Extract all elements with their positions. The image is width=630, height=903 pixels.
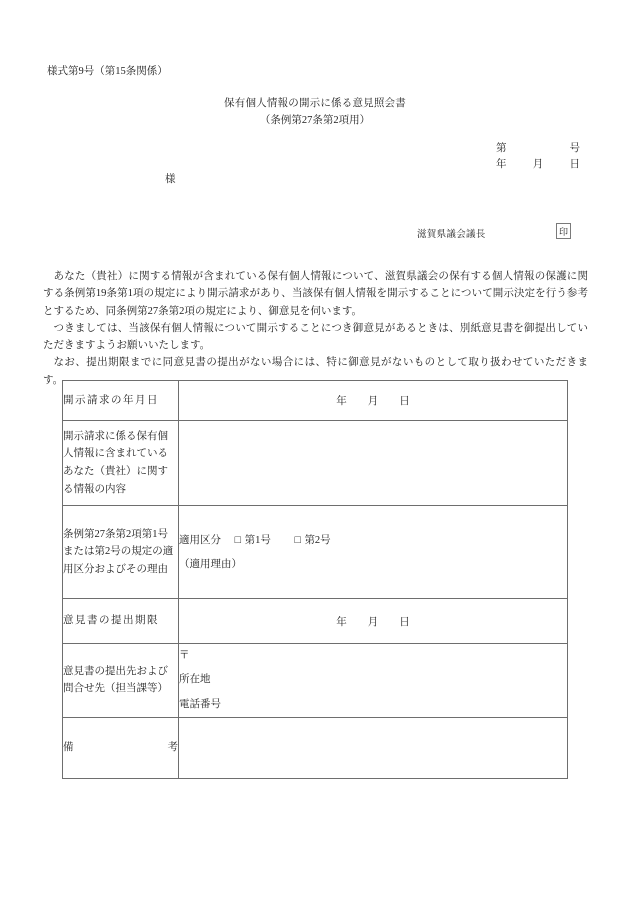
row-value-information-content: [179, 421, 568, 506]
row-label-information-content: 開示請求に係る保有個人情報に含まれているあなた（貴社）に関する情報の内容: [63, 421, 179, 506]
row-label-applicable-category: 条例第27条第2項第1号または第2号の規定の適用区分およびその理由: [63, 506, 179, 599]
document-number-line: [496, 140, 580, 155]
checkbox-option-no1: [235, 535, 274, 546]
sender-title: 滋賀県議会議長: [417, 230, 486, 240]
table-row-applicable-category: [63, 506, 568, 599]
applicable-category-line: [179, 533, 567, 548]
row-label-submission-deadline: 意見書の提出期限: [63, 599, 179, 644]
page-subtitle: （条例第27条第2項用）: [259, 115, 371, 126]
checkbox-option-no2-label: 第2号: [304, 534, 331, 546]
phone-label: 電話番号: [179, 698, 221, 710]
checkbox-option-no1-label: 第1号: [244, 534, 271, 546]
row-value-remarks: [179, 717, 568, 778]
row-value-submission-contact: [179, 644, 568, 718]
doc-number-suffix: 号: [569, 143, 580, 154]
form-number: 様式第9号（第15条関係）: [47, 66, 168, 77]
doc-number-prefix: 第: [496, 143, 507, 154]
date-year-label: 年: [496, 159, 507, 170]
table-row-submission-deadline: [63, 599, 568, 644]
form-table: [62, 380, 568, 779]
remarks-label-right: 考: [167, 742, 178, 754]
row-value-submission-deadline: 年 月 日: [179, 599, 568, 644]
table-row-remarks: [63, 717, 568, 778]
body-paragraph-3: なお、提出期限までに同意見書の提出がない場合には、特に御意見がないものとして取り扱わせていただきます。: [43, 357, 588, 386]
document-date-line: [496, 156, 580, 171]
address-label: 所在地: [179, 674, 211, 686]
table-row-request-date: [63, 381, 568, 421]
page-title: 保有個人情報の開示に係る意見照会書: [224, 98, 406, 109]
table-row-submission-contact: [63, 644, 568, 718]
reason-label: （適用理由）: [179, 558, 242, 570]
date-month-label: 月: [532, 159, 544, 170]
row-label-request-date: 開示請求の年月日: [63, 381, 179, 421]
remarks-label-spread: [63, 739, 178, 757]
checkbox-icon: □: [234, 534, 241, 546]
checkbox-option-no2: [294, 535, 330, 546]
addressee-honorific: 様: [165, 174, 176, 185]
row-value-request-date: 年 月 日: [179, 381, 568, 421]
checkbox-icon: □: [294, 534, 301, 546]
seal-stamp-box: 印: [556, 223, 571, 239]
row-value-applicable-category: [179, 506, 568, 599]
category-label: 適用区分: [179, 534, 221, 546]
body-paragraph-2: つきましては、当該保有個人情報について開示することにつき御意見があるときは、別紙意見書を御提出していただきますようお願いいたします。: [43, 322, 588, 352]
body-paragraphs: [43, 268, 588, 389]
date-day-label: 日: [569, 159, 580, 170]
table-row-information-content: [63, 421, 568, 506]
row-label-remarks: [63, 717, 179, 778]
row-label-submission-contact: 意見書の提出先および問合せ先（担当課等）: [63, 644, 179, 718]
remarks-label-left: 備: [63, 742, 74, 754]
body-paragraph-1: あなた（貴社）に関する情報が含まれている保有個人情報について、滋賀県議会の保有する個人情報の保護に関する条例第19条第1項の規定により開示請求があり、当該保有個人情報を開示することについて開示決定を行う参考とするため、同条例第27条第2項の規定により、御意見を伺います。: [43, 271, 588, 317]
postal-mark: 〒: [179, 650, 190, 661]
